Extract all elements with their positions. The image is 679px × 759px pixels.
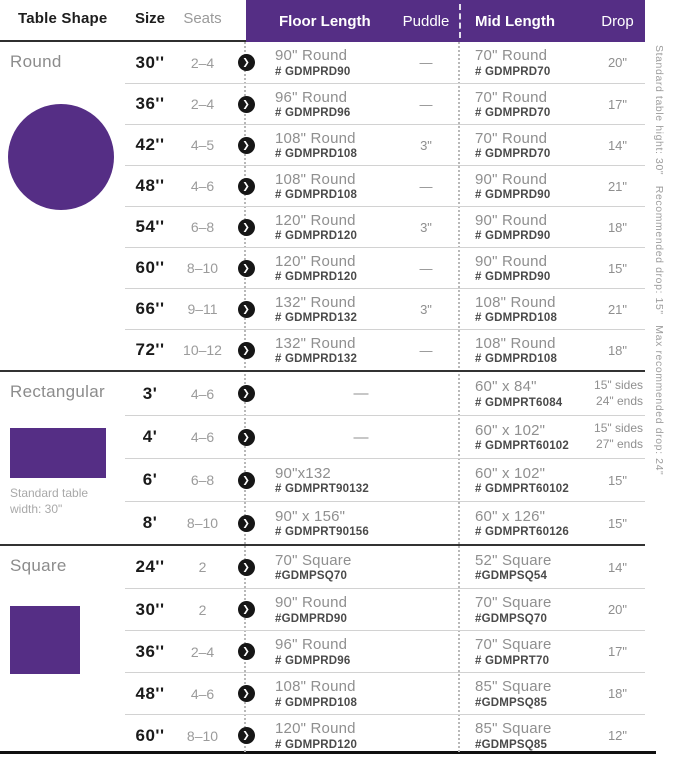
column-header-table-shape: Table Shape: [18, 10, 108, 27]
mid-length-value: 60" x 102": [475, 464, 546, 482]
chevron-right-circle-icon: ❯: [238, 137, 255, 154]
arrow-cell: [230, 601, 262, 618]
floor-length-cell: [262, 171, 392, 201]
side-note-rotated: Standard table hight: 30" Recommended drop: 15" Max recommended drop: 24": [653, 45, 665, 476]
mid-length-code: #GDMPSQ85: [475, 738, 548, 751]
drop-value: [590, 473, 645, 488]
drop-line: 20": [607, 602, 628, 617]
arrow-cell: [230, 260, 262, 277]
drop-line: 14": [607, 559, 628, 575]
header-right-purple: [246, 0, 645, 42]
drop-value: [590, 378, 645, 409]
floor-length-value: 90" Round: [275, 47, 348, 65]
floor-length-code: # GDMPRD120: [275, 738, 358, 751]
arrow-cell: [230, 559, 262, 576]
drop-line: 18": [607, 686, 628, 701]
drop-line: 15": [607, 515, 628, 531]
floor-length-value: 108" Round: [275, 678, 356, 696]
floor-length-value: 70" Square: [275, 551, 352, 569]
arrow-cell: [230, 685, 262, 702]
mid-length-code: # GDMPRT70: [475, 654, 550, 667]
floor-length-value: 132" Round: [275, 293, 356, 311]
drop-line: 12": [607, 728, 628, 743]
size-value: 3': [142, 383, 158, 403]
seats-value: 10–12: [183, 342, 222, 358]
floor-length-code: # GDMPRD120: [275, 230, 358, 243]
floor-length-code: #GDMPRD90: [275, 612, 348, 625]
square-shape-icon: [10, 606, 80, 674]
drop-line: 15" sides: [594, 377, 643, 392]
section-square: [0, 544, 645, 756]
drop-value: [590, 686, 645, 701]
puddle-value: —: [419, 342, 433, 358]
mid-length-cell: [460, 552, 590, 582]
drop-value: [590, 220, 645, 235]
mid-length-code: # GDMPRD70: [475, 148, 551, 161]
chevron-right-circle-icon: ❯: [238, 342, 255, 359]
table-row: [125, 415, 645, 458]
chevron-right-circle-icon: ❯: [238, 515, 255, 532]
mid-length-value: 70" Round: [475, 47, 548, 65]
drop-line: 15": [607, 472, 628, 488]
mid-length-code: # GDMPRD90: [475, 230, 551, 243]
drop-value: [590, 728, 645, 743]
mid-length-cell: [460, 422, 590, 452]
drop-value: [590, 343, 645, 358]
arrow-cell: [230, 472, 262, 489]
mid-length-value: 108" Round: [475, 334, 556, 352]
mid-length-code: # GDMPRT60102: [475, 440, 569, 453]
floor-length-code: # GDMPRD132: [275, 353, 358, 366]
mid-length-code: # GDMPRD70: [475, 107, 551, 120]
floor-length-value: 120" Round: [275, 720, 356, 738]
mid-length-value: 60" x 84": [475, 378, 537, 396]
table-row: [125, 329, 645, 370]
floor-length-value: 132" Round: [275, 334, 356, 352]
mid-length-cell: [460, 465, 590, 495]
size-value: 60'': [135, 725, 165, 745]
mid-length-cell: [460, 89, 590, 119]
mid-length-code: # GDMPRD108: [475, 312, 558, 325]
mid-length-code: # GDMPRD90: [475, 189, 551, 202]
floor-length-code: # GDMPRD90: [275, 65, 351, 78]
mid-length-cell: [460, 636, 590, 666]
floor-length-cell: [262, 212, 392, 242]
floor-length-value: 90" x 156": [275, 507, 346, 525]
drop-line: 27" ends: [596, 437, 643, 451]
arrow-cell: [230, 54, 262, 71]
floor-length-cell: [262, 89, 392, 119]
floor-length-cell: [262, 130, 392, 160]
seats-value: 4–6: [190, 385, 215, 402]
floor-length-code: # GDMPRD108: [275, 148, 358, 161]
arrow-cell: [230, 137, 262, 154]
floor-length-value: 120" Round: [275, 211, 356, 229]
floor-length-cell: [262, 294, 392, 324]
floor-length-dash: —: [353, 428, 369, 446]
seats-value: 4–6: [190, 178, 215, 194]
mid-length-code: # GDMPRD108: [475, 353, 558, 366]
floor-length-code: # GDMPRD132: [275, 312, 358, 325]
drop-line: 20": [607, 55, 628, 70]
mid-length-value: 70" Round: [475, 88, 548, 106]
column-header-seats: Seats: [183, 10, 222, 27]
chevron-right-circle-icon: ❯: [238, 685, 255, 702]
puddle-value: —: [419, 55, 433, 70]
drop-value: [590, 602, 645, 617]
mid-length-cell: [460, 508, 590, 538]
section-round: [0, 42, 645, 370]
size-value: 30'': [135, 599, 165, 619]
puddle-value: —: [419, 178, 433, 194]
mid-length-cell: [460, 171, 590, 201]
shape-note: Standard table width: 30": [10, 486, 89, 516]
column-header-size: Size: [134, 10, 165, 27]
table-row: [125, 372, 645, 415]
seats-value: 6–8: [190, 472, 215, 488]
puddle-value: 3": [420, 219, 432, 235]
drop-value: [590, 138, 645, 153]
chevron-right-circle-icon: ❯: [238, 601, 255, 618]
floor-length-cell: [262, 552, 392, 582]
floor-length-cell: [262, 253, 392, 283]
chevron-right-circle-icon: ❯: [238, 96, 255, 113]
table-row: [125, 458, 645, 501]
mid-length-value: 90" Round: [475, 211, 548, 229]
drop-line: 15": [607, 260, 628, 276]
column-header-puddle: Puddle: [402, 12, 450, 30]
floor-length-cell: [262, 508, 392, 538]
mid-length-value: 60" x 126": [475, 507, 546, 525]
chevron-right-circle-icon: ❯: [238, 559, 255, 576]
mid-length-value: 90" Round: [475, 252, 548, 270]
arrow-cell: [230, 643, 262, 660]
seats-value: 2–4: [190, 643, 215, 660]
mid-length-value: 108" Round: [475, 293, 556, 311]
column-header-mid-length: Mid Length: [475, 12, 555, 30]
seats-value: 4–5: [190, 137, 215, 153]
mid-length-value: 70" Round: [475, 129, 548, 147]
mid-length-code: # GDMPRD90: [475, 271, 551, 284]
chevron-right-circle-icon: ❯: [238, 219, 255, 236]
drop-value: [590, 261, 645, 276]
floor-length-cell: [262, 636, 392, 666]
chevron-right-circle-icon: ❯: [238, 472, 255, 489]
floor-length-value: 96" Round: [275, 88, 348, 106]
floor-length-dash: —: [353, 385, 369, 402]
table-row: [125, 165, 645, 206]
drop-line: 18": [607, 342, 628, 358]
rows: [125, 372, 645, 544]
puddle-value: 3": [420, 301, 432, 317]
mid-length-code: # GDMPRT60126: [475, 526, 569, 539]
mid-length-value: 85" Square: [475, 678, 552, 696]
floor-length-code: # GDMPRD120: [275, 271, 358, 284]
floor-length-code: # GDMPRD96: [275, 107, 351, 120]
seats-value: 2: [198, 559, 207, 575]
section-rectangular: [0, 370, 645, 544]
arrow-cell: [230, 342, 262, 359]
table-row: [125, 288, 645, 329]
drop-line: 18": [607, 219, 628, 235]
mid-length-cell: [460, 594, 590, 624]
table-row: [125, 501, 645, 544]
seats-value: 4–6: [190, 685, 215, 702]
chevron-right-circle-icon: ❯: [238, 385, 255, 402]
table-row: [125, 588, 645, 630]
floor-length-cell: [262, 720, 392, 750]
table-row: [125, 124, 645, 165]
floor-length-cell: [262, 47, 392, 77]
column-header-drop: Drop: [601, 12, 634, 30]
floor-length-value: 90" Round: [275, 594, 348, 612]
mid-length-cell: [460, 720, 590, 750]
drop-value: [590, 644, 645, 659]
floor-length-cell: [262, 594, 392, 624]
drop-line: 15" sides: [594, 421, 643, 436]
puddle-value: —: [419, 96, 433, 112]
arrow-cell: [230, 178, 262, 195]
floor-length-value: 96" Round: [275, 636, 348, 654]
size-value: 72'': [135, 340, 165, 359]
seats-value: 8–10: [186, 260, 219, 276]
mid-length-cell: [460, 253, 590, 283]
mid-length-value: 60" x 102": [475, 421, 546, 439]
floor-length-cell: [262, 465, 392, 495]
drop-line: 21": [607, 301, 628, 317]
floor-length-code: #GDMPSQ70: [275, 570, 348, 583]
column-header-floor-length: Floor Length: [279, 12, 371, 30]
floor-length-code: # GDMPRD96: [275, 654, 351, 667]
shape-label: Rectangular: [10, 382, 105, 401]
seats-value: 2: [198, 601, 207, 618]
chevron-right-circle-icon: ❯: [238, 727, 255, 744]
size-value: 60'': [135, 258, 165, 277]
mid-length-value: 70" Square: [475, 636, 552, 654]
seats-value: 8–10: [186, 727, 219, 744]
drop-line: 14": [607, 137, 628, 153]
arrow-cell: [230, 727, 262, 744]
mid-length-cell: [460, 47, 590, 77]
table-row: [125, 83, 645, 124]
table-row: [125, 630, 645, 672]
shape-cell: [0, 372, 125, 544]
chevron-right-circle-icon: ❯: [238, 178, 255, 195]
mid-length-value: 52" Square: [475, 551, 552, 569]
chevron-right-circle-icon: ❯: [238, 260, 255, 277]
floor-length-cell: [262, 678, 392, 708]
arrow-cell: [230, 515, 262, 532]
drop-value: [590, 560, 645, 575]
size-value: 24'': [135, 557, 165, 576]
seats-value: 4–6: [190, 429, 215, 445]
size-value: 36'': [135, 94, 165, 113]
rows: [125, 546, 645, 756]
drop-value: [590, 302, 645, 317]
table-row: [125, 546, 645, 588]
size-value: 4': [142, 427, 158, 446]
chart-header: [0, 0, 645, 42]
mid-length-code: #GDMPSQ70: [475, 612, 548, 625]
drop-value: [590, 55, 645, 70]
floor-length-code: # GDMPRD108: [275, 696, 358, 709]
floor-length-cell: [262, 335, 392, 365]
seats-value: 2–4: [190, 96, 215, 112]
puddle-value: —: [419, 260, 433, 276]
arrow-cell: [230, 219, 262, 236]
chart-body: [0, 42, 645, 756]
shape-label: Square: [10, 556, 67, 575]
drop-line: 21": [607, 178, 628, 194]
rows: [125, 42, 645, 370]
mid-length-cell: [460, 678, 590, 708]
arrow-cell: [230, 429, 262, 446]
drop-line: 24" ends: [596, 393, 643, 408]
drop-value: [590, 179, 645, 194]
drop-line: 17": [607, 644, 628, 659]
size-value: 48'': [135, 683, 165, 703]
mid-length-value: 70" Square: [475, 594, 552, 612]
seats-value: 6–8: [190, 219, 215, 235]
arrow-cell: [230, 96, 262, 113]
header-left: [0, 0, 246, 42]
size-value: 54'': [135, 217, 165, 236]
mid-length-code: #GDMPSQ54: [475, 570, 548, 583]
shape-cell: [0, 42, 125, 370]
floor-length-value: 108" Round: [275, 170, 356, 188]
size-value: 42'': [135, 135, 165, 154]
floor-length-code: # GDMPRT90132: [275, 483, 369, 496]
table-row: [125, 42, 645, 83]
size-value: 66'': [135, 299, 165, 318]
size-value: 48'': [135, 176, 165, 195]
drop-value: [590, 516, 645, 531]
size-value: 30'': [135, 52, 165, 72]
drop-value: [590, 421, 645, 452]
mid-length-code: #GDMPSQ85: [475, 696, 548, 709]
arrow-cell: [230, 301, 262, 318]
mid-length-cell: [460, 378, 590, 408]
circle-shape-icon: [8, 104, 114, 210]
size-value: 6': [142, 470, 158, 489]
arrow-cell: [230, 385, 262, 402]
mid-length-code: # GDMPRT6084: [475, 396, 563, 409]
seats-value: 2–4: [190, 54, 215, 71]
mid-length-code: # GDMPRT60102: [475, 483, 569, 496]
mid-length-cell: [460, 212, 590, 242]
floor-length-code: # GDMPRT90156: [275, 526, 369, 539]
floor-length-value: 120" Round: [275, 252, 356, 270]
table-row: [125, 206, 645, 247]
mid-length-cell: [460, 294, 590, 324]
header-dashed-divider: [459, 4, 461, 38]
chevron-right-circle-icon: ❯: [238, 301, 255, 318]
shape-cell: [0, 546, 125, 756]
drop-value: [590, 97, 645, 112]
mid-length-cell: [460, 130, 590, 160]
table-row: [125, 672, 645, 714]
shape-label: Round: [10, 52, 62, 71]
chevron-right-circle-icon: ❯: [238, 429, 255, 446]
drop-line: 17": [607, 96, 628, 112]
table-row: [125, 714, 645, 756]
mid-length-cell: [460, 335, 590, 365]
mid-length-value: 90" Round: [475, 170, 548, 188]
table-row: [125, 247, 645, 288]
floor-length-value: 90"x132: [275, 464, 331, 482]
seats-value: 9–11: [187, 301, 218, 317]
puddle-value: 3": [420, 137, 432, 153]
floor-length-value: 108" Round: [275, 129, 356, 147]
rect-shape-icon: [10, 428, 106, 478]
chevron-right-circle-icon: ❯: [238, 54, 255, 71]
mid-length-code: # GDMPRD70: [475, 65, 551, 78]
mid-length-value: 85" Square: [475, 720, 552, 738]
chevron-right-circle-icon: ❯: [238, 643, 255, 660]
seats-value: 8–10: [186, 515, 219, 531]
size-value: 36'': [135, 641, 165, 661]
floor-length-code: # GDMPRD108: [275, 189, 358, 202]
size-value: 8': [142, 513, 158, 532]
